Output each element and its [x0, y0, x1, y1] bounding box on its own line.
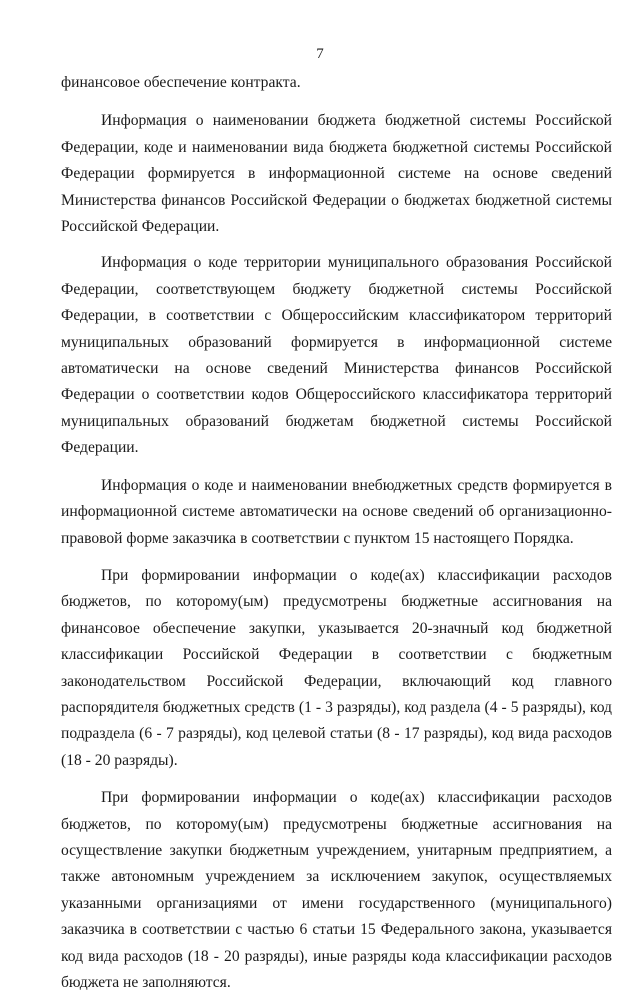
- paragraph-contract-end: финансовое обеспечение контракта.: [61, 74, 301, 91]
- page-number: 7: [316, 46, 324, 62]
- paragraph-extrabudgetary-funds: Информация о коде и наименовании внебюджетных средств формируется в информационной системе автоматически на основе сведений об организационно-правовой форме заказчика в соответствии с пунктом 15 настоящего Порядка.: [61, 476, 612, 547]
- paragraph-territory-code: Информация о коде территории муниципального образования Российской Федерации, соответствующем бюджету бюджетной системы Российской Федерации, в соответствии с Общероссийским классификатором территорий муниципальных образований формируется в информационной системе автоматически на основе сведений Министерства финансов Российской Федерации о соответствии кодов Общероссийского классификатора территорий муниципальных образований бюджетам бюджетной системы Российской Федерации.: [61, 254, 612, 457]
- document-body: [61, 70, 612, 996]
- paragraph-institution-expense-code: При формировании информации о коде(ах) классификации расходов бюджетов, по которому(ым) предусмотрены бюджетные ассигнования на осуществление закупки бюджетным учреждением, унитарным предприятием, а также автономным учреждением за исключением закупок, осуществляемых указанными организациями от имени государственного (муниципального) заказчика в соответствии с частью 6 статьи 15 Федерального закона, указывается код вида расходов (18 - 20 разряды), иные разряды кода классификации расходов бюджета не заполняются.: [61, 789, 612, 991]
- paragraph-expense-classification-code: При формировании информации о коде(ах) классификации расходов бюджетов, по которому(ым) предусмотрены бюджетные ассигнования на финансовое обеспечение закупки, указывается 20-значный код бюджетной классификации Российской Федерации в соответствии с бюджетным законодательством Российской Федерации, включающий код главного распорядителя бюджетных средств (1 - 3 разряды), код раздела (4 - 5 разряды), код подраздела (6 - 7 разряды), код целевой статьи (8 - 17 разряды), код вида расходов (18 - 20 разряды).: [61, 566, 612, 769]
- paragraph-budget-name: Информация о наименовании бюджета бюджетной системы Российской Федерации, коде и наименовании вида бюджета бюджетной системы Российской Федерации формируется в информационной системе на основе сведений Министерства финансов Российской Федерации о бюджетах бюджетной системы Российской Федерации.: [61, 112, 612, 236]
